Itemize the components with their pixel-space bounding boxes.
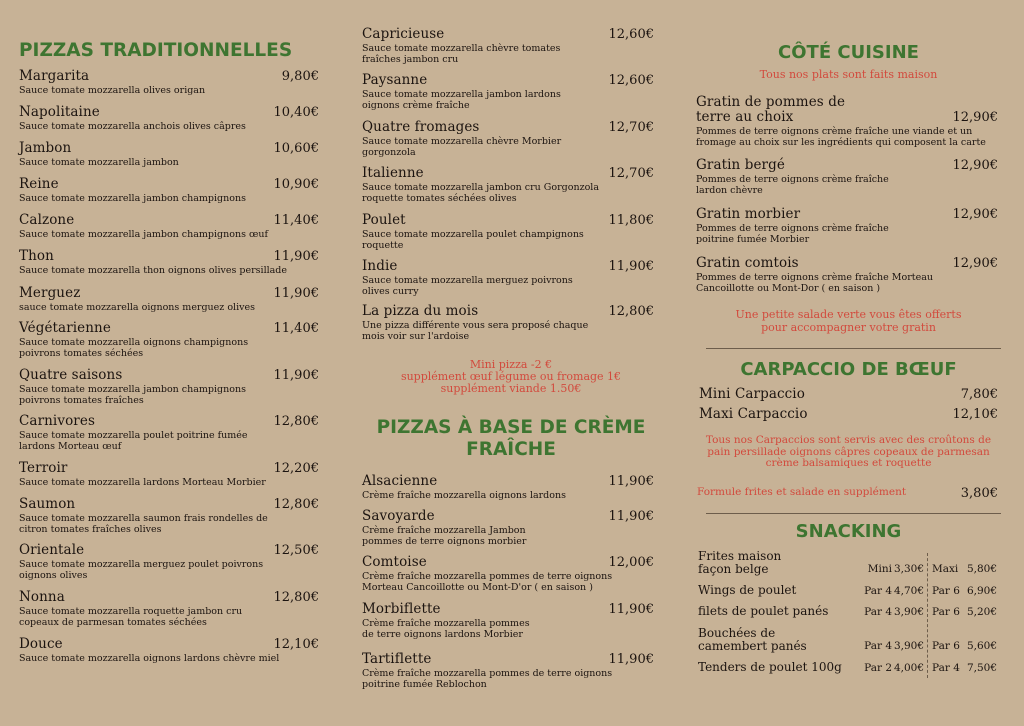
menu-item [362, 474, 660, 501]
note-line: crème balsamiques et roquette [765, 457, 932, 469]
snacking-item-name-line: Bouchées de [698, 626, 776, 640]
snacking-price-small: 3,90€ [893, 606, 924, 618]
menu-item [362, 213, 660, 251]
snacking-size-small: Par 4 [864, 606, 892, 618]
menu-item [362, 120, 660, 158]
section-title-line: PIZZAS À BASE DE CRÈME [376, 417, 646, 438]
snacking-item-name [698, 605, 828, 618]
section-title-carpaccio: CARPACCIO DE BŒUF [740, 359, 957, 380]
menu-item-name: Reine [19, 176, 59, 192]
menu-item-name: Merguez [19, 285, 81, 301]
snacking-price-small: 4,70€ [893, 585, 924, 597]
menu-item-description [19, 157, 325, 168]
menu-item-description [19, 606, 325, 628]
menu-item-description-line: Sauce tomate mozzarella jambon champignons [19, 384, 246, 395]
menu-item [19, 141, 325, 168]
note-line: Une petite salade verte vous êtes offerts [735, 308, 962, 321]
menu-item-price: 12,80€ [608, 304, 654, 319]
menu-item-name: Capricieuse [362, 26, 445, 42]
menu-item-name: Mini Carpaccio [699, 386, 805, 402]
menu-item-name: Saumon [19, 496, 76, 512]
menu-item-description-line: fraîches jambon cru [362, 54, 459, 65]
menu-item-description [362, 525, 660, 547]
menu-item-description [696, 174, 1001, 196]
snacking-row [696, 550, 1001, 578]
menu-item-name: Gratin morbier [696, 206, 801, 222]
menu-item-description-line: de terre oignons lardons Morbier [362, 629, 523, 640]
menu-item-description-line: mois voir sur l'ardoise [362, 331, 470, 342]
snacking-size-small: Par 2 [864, 662, 892, 674]
menu-item [19, 321, 325, 359]
menu-item-name: Terroir [19, 460, 68, 476]
snacking-item-name [698, 627, 807, 653]
menu-item-price: 12,20€ [273, 461, 319, 476]
menu-item [19, 177, 325, 204]
supplements-note [362, 359, 660, 395]
section-title-cote-cuisine: CÔTÉ CUISINE [778, 42, 919, 63]
menu-item-price: 12,60€ [608, 73, 654, 88]
menu-item [362, 73, 660, 111]
menu-item-description [362, 668, 660, 690]
snacking-item-name-line: filets de poulet panés [698, 604, 829, 618]
menu-item-price: 12,50€ [273, 543, 319, 558]
menu-item-description-line: roquette tomates séchées olives [362, 193, 517, 204]
section-title-pizzas-traditionnelles: PIZZAS TRADITIONNELLES [19, 40, 293, 61]
menu-item-price: 11,90€ [273, 249, 319, 264]
menu-item-price: 12,00€ [608, 555, 654, 570]
menu-item-description-line: Sauce tomate mozzarella merguez poivrons [362, 275, 573, 286]
section-title-pizzas-creme-fraiche [362, 417, 660, 461]
menu-item-description-line: poivrons tomates séchées [19, 348, 144, 359]
menu-item-name: Gratin de pommes de [696, 94, 846, 110]
menu-item-name: Orientale [19, 542, 85, 558]
menu-item-price: 11,40€ [273, 213, 319, 228]
menu-item-description-line: olives curry [362, 286, 419, 297]
section-divider [706, 513, 1001, 514]
snacking-size-large: Par 6 [932, 640, 960, 652]
menu-item-description [696, 223, 1001, 245]
menu-item-description-line: copeaux de parmesan tomates séchées [19, 617, 207, 628]
menu-item-description-line: Crème fraîche mozzarella oignons lardons [362, 490, 566, 501]
menu-item-description-line: Pommes de terre oignons crème fraîche [696, 174, 889, 185]
menu-item-description-line: Pommes de terre oignons crème fraîche [696, 223, 889, 234]
menu-item [19, 105, 325, 132]
menu-item-description-line: poitrine fumée Reblochon [362, 679, 487, 690]
menu-item-description-line: Sauce tomate mozzarella jambon lardons [362, 89, 561, 100]
menu-item-price: 12,90€ [952, 207, 998, 222]
supplement-line: Mini pizza -2 € [469, 358, 553, 371]
menu-item [19, 368, 325, 406]
menu-item-description-line: Crème fraîche mozzarella pommes [362, 618, 530, 629]
snacking-price-large: 5,80€ [966, 563, 997, 575]
menu-item [362, 166, 660, 204]
menu-item-price: 12,10€ [952, 407, 998, 422]
snacking-price-small: 4,00€ [893, 662, 924, 674]
menu-item-description [19, 265, 325, 276]
snacking-price-large: 6,90€ [966, 585, 997, 597]
menu-item [362, 259, 660, 297]
menu-item [362, 509, 660, 547]
menu-item-description [362, 43, 660, 65]
menu-item-description [362, 571, 660, 593]
menu-item-price: 11,90€ [608, 474, 654, 489]
snacking-size-small: Par 4 [864, 640, 892, 652]
menu-item-description-line: Sauce tomate mozzarella roquette jambon cru [19, 606, 243, 617]
menu-item-description-line: Sauce tomate mozzarella jambon champignons œuf [19, 229, 268, 240]
note-line: pour accompagner votre gratin [761, 320, 936, 334]
menu-item-price: 11,90€ [608, 509, 654, 524]
menu-item [19, 543, 325, 581]
snacking-item-name-line: façon belge [698, 562, 769, 576]
menu-item-price: 12,90€ [952, 110, 998, 125]
menu-item-description-line: Morteau Cancoillotte ou Mont-D'or ( en saison ) [362, 582, 593, 593]
menu-item-name: Thon [19, 248, 54, 264]
menu-item-description [19, 653, 325, 664]
section-title-snacking: SNACKING [795, 521, 902, 542]
menu-item-description [19, 121, 325, 132]
menu-item-price: 12,60€ [608, 27, 654, 42]
menu-item-description [19, 430, 325, 452]
menu-item-description-line: Crème fraîche mozzarella pommes de terre oignons [362, 668, 613, 679]
snacking-item-name [698, 584, 796, 597]
snacking-item-name [698, 661, 842, 674]
menu-item-description-line: Sauce tomate mozzarella anchois olives câpres [19, 121, 246, 132]
menu-item-description-line: poivrons tomates fraîches [19, 395, 144, 406]
menu-item-description [19, 85, 325, 96]
menu-item-description [19, 513, 325, 535]
menu-item-price: 12,90€ [952, 158, 998, 173]
menu-item-price: 11,90€ [608, 602, 654, 617]
note-line: Tous nos Carpaccios sont servis avec des croûtons de [705, 434, 992, 446]
menu-item-name: Morbiflette [362, 601, 441, 617]
section-title-line: FRAÎCHE [466, 439, 556, 460]
menu-item-price: 12,70€ [608, 166, 654, 181]
formule-note: Formule frites et salade en supplément [697, 486, 907, 498]
menu-item-name: Italienne [362, 165, 424, 181]
menu-item-name: Paysanne [362, 72, 428, 88]
menu-item [696, 95, 1001, 148]
menu-item [362, 555, 660, 593]
menu-item-name: Gratin comtois [696, 255, 799, 271]
menu-item-description [19, 302, 325, 313]
snacking-item-name-line: Tenders de poulet 100g [698, 660, 842, 674]
menu-item-name: Napolitaine [19, 104, 100, 120]
menu-item-description [19, 384, 325, 406]
menu-item [19, 286, 325, 313]
menu-item [699, 407, 1001, 422]
menu-item-description-line: Sauce tomate mozzarella olives origan [19, 85, 206, 96]
carpaccio-note [696, 435, 1001, 470]
menu-item-description [19, 477, 325, 488]
menu-item-description [362, 320, 660, 342]
menu-item [362, 304, 660, 342]
menu-item-name: Gratin bergé [696, 157, 785, 173]
menu-item-price: 10,40€ [273, 105, 319, 120]
menu-item-description-line: citron tomates fraîches olives [19, 524, 162, 535]
menu-item [696, 207, 1001, 245]
menu-item [19, 414, 325, 452]
menu-item-price: 12,80€ [273, 590, 319, 605]
menu-item-description-line: Pommes de terre oignons crème fraîche une viande et un [696, 126, 973, 137]
snacking-size-large: Maxi [932, 563, 959, 575]
menu-item-name: Végétarienne [19, 320, 111, 336]
supplement-line: supplément œuf légume ou fromage 1€ [400, 370, 622, 383]
formule-price: 3,80€ [960, 486, 998, 501]
menu-item [19, 213, 325, 240]
snacking-price-large: 5,60€ [966, 640, 997, 652]
menu-item-description-line: Sauce tomate mozzarella poulet poitrine fumée [19, 430, 248, 441]
menu-item-price: 11,40€ [273, 321, 319, 336]
menu-item-description-line: oignons olives [19, 570, 88, 581]
snacking-price-large: 7,50€ [966, 662, 997, 674]
menu-item-name: Maxi Carpaccio [699, 406, 808, 422]
menu-item-description [362, 136, 660, 158]
menu-item-description-line: sauce tomate mozzarella oignons merguez olives [19, 302, 255, 313]
menu-item-description-line: Sauce tomate mozzarella oignons champignons [19, 337, 249, 348]
menu-item-price: 12,70€ [608, 120, 654, 135]
menu-item-description-line: Sauce tomate mozzarella merguez poulet poivrons [19, 559, 264, 570]
menu-item-description-line: Sauce tomate mozzarella thon oignons olives persillade [19, 265, 288, 276]
menu-item-price: 7,80€ [960, 387, 998, 402]
menu-item-name: Quatre fromages [362, 119, 480, 135]
menu-item [362, 602, 660, 640]
menu-item-description [362, 490, 660, 501]
snacking-row [696, 627, 1001, 655]
menu-item-description-line: roquette [362, 240, 404, 251]
menu-item-price: 11,90€ [273, 286, 319, 301]
snacking-price-small: 3,30€ [893, 563, 924, 575]
snacking-row [696, 661, 1001, 689]
menu-item-price: 11,90€ [608, 652, 654, 667]
menu-item-description [362, 182, 660, 204]
menu-item-price: 12,80€ [273, 414, 319, 429]
menu-item [19, 249, 325, 276]
section-divider [706, 348, 1001, 349]
cuisine-note: Tous nos plats sont faits maison [759, 68, 938, 81]
menu-item-name: Quatre saisons [19, 367, 123, 383]
snacking-item-name-line: camembert panés [698, 639, 807, 653]
menu-item [19, 69, 325, 96]
menu-item-price: 11,80€ [608, 213, 654, 228]
menu-item [362, 652, 660, 690]
menu-item-price: 12,80€ [273, 497, 319, 512]
menu-item-name: Tartiflette [362, 651, 432, 667]
menu-item-description [696, 272, 1001, 294]
menu-item-description-line: gorgonzola [362, 147, 416, 158]
menu-item-description-line: Cancoillotte ou Mont-Dor ( en saison ) [696, 283, 881, 294]
menu-item-name: Alsacienne [362, 473, 438, 489]
menu-item-description-line: Sauce tomate mozzarella jambon champignons [19, 193, 246, 204]
menu-item [696, 256, 1001, 294]
menu-item-price: 11,90€ [608, 259, 654, 274]
menu-item-description-line: oignons crème fraîche [362, 100, 470, 111]
menu-item-description-line: lardon chèvre [696, 185, 763, 196]
menu-item-name: Nonna [19, 589, 65, 605]
salade-note [696, 309, 1001, 334]
menu-item-description-line: poitrine fumée Morbier [696, 234, 810, 245]
menu-item-description-line: fromage au choix sur les ingrédients qui composent la carte [696, 137, 986, 148]
menu-item-name: Savoyarde [362, 508, 435, 524]
menu-item-price: 12,10€ [273, 637, 319, 652]
menu-item-description [362, 229, 660, 251]
menu-item [19, 461, 325, 488]
menu-item-name: terre au choix [696, 109, 794, 125]
menu-item-description-line: Une pizza différente vous sera proposé chaque [362, 320, 589, 331]
note-line: pain persillade oignons câpres copeaux de parmesan [707, 445, 990, 458]
menu-item [696, 158, 1001, 196]
menu-item-description [362, 89, 660, 111]
supplement-line: supplément viande 1.50€ [440, 382, 582, 395]
snacking-price-large: 5,20€ [966, 606, 997, 618]
menu-item-description-line: Sauce tomate mozzarella chèvre Morbier [362, 136, 562, 147]
menu-item-description [19, 337, 325, 359]
menu-item-description-line: Sauce tomate mozzarella oignons lardons chèvre miel [19, 653, 280, 664]
menu-item-name: Douce [19, 636, 63, 652]
snacking-size-large: Par 6 [932, 585, 960, 597]
menu-item [699, 387, 1001, 402]
menu-item-description [696, 126, 1001, 148]
menu-item-description-line: Sauce tomate mozzarella poulet champignons [362, 229, 584, 240]
menu-item-price: 12,90€ [952, 256, 998, 271]
menu-item-description [19, 229, 325, 240]
menu-item-description-line: Sauce tomate mozzarella lardons Morteau Morbier [19, 477, 266, 488]
menu-item-description-line: Pommes de terre oignons crème fraîche Morteau [696, 272, 934, 283]
menu-item-name: La pizza du mois [362, 303, 479, 319]
menu-item-name: Poulet [362, 212, 406, 228]
menu-item-price: 10,60€ [273, 141, 319, 156]
menu-item-description-line: Sauce tomate mozzarella chèvre tomates [362, 43, 561, 54]
menu-item [19, 637, 325, 664]
menu-item-description [19, 193, 325, 204]
menu-item-description-line: Crème fraîche mozzarella pommes de terre oignons [362, 571, 613, 582]
snacking-item-name-line: Wings de poulet [698, 583, 797, 597]
menu-item [19, 497, 325, 535]
snacking-size-small: Mini [867, 563, 892, 575]
menu-item [362, 27, 660, 65]
menu-item-description-line: pommes de terre oignons morbier [362, 536, 527, 547]
snacking-size-large: Par 6 [932, 606, 960, 618]
snacking-item-name [698, 550, 781, 576]
menu-item-description-line: Sauce tomate mozzarella jambon [19, 157, 179, 168]
snacking-item-name-line: Frites maison [698, 549, 782, 563]
menu-item-description-line: Crème fraîche mozzarella Jambon [362, 525, 526, 536]
menu-item-description-line: lardons Morteau œuf [19, 441, 122, 452]
menu-item-name: Carnivores [19, 413, 95, 429]
menu-item-description [362, 275, 660, 297]
snacking-price-small: 3,90€ [893, 640, 924, 652]
menu-item-name: Calzone [19, 212, 75, 228]
menu-item-description-line: Sauce tomate mozzarella jambon cru Gorgonzola [362, 182, 599, 193]
snacking-size-small: Par 4 [864, 585, 892, 597]
menu-item-description [19, 559, 325, 581]
menu-item-description [362, 618, 660, 640]
menu-item-price: 11,90€ [273, 368, 319, 383]
menu-item-name: Jambon [19, 140, 72, 156]
menu-item-price: 9,80€ [281, 69, 319, 84]
snacking-size-large: Par 4 [932, 662, 960, 674]
menu-item [19, 590, 325, 628]
menu-item-description-line: Sauce tomate mozzarella saumon frais rondelles de [19, 513, 268, 524]
menu-item-name: Indie [362, 258, 398, 274]
menu-item-price: 10,90€ [273, 177, 319, 192]
menu-item-name: Margarita [19, 68, 90, 84]
menu-item-name: Comtoise [362, 554, 427, 570]
